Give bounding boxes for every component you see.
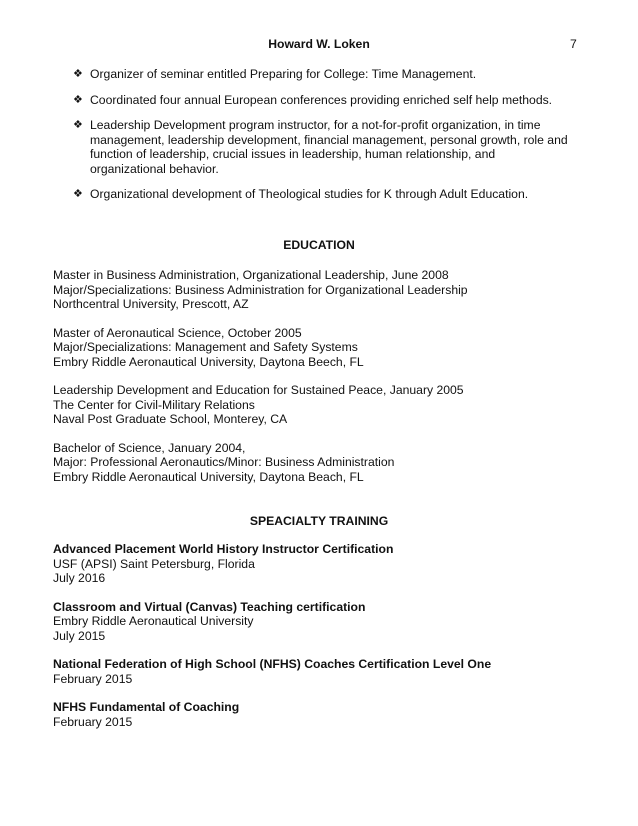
bullet-text: Organizer of seminar entitled Preparing for College: Time Management. xyxy=(90,67,477,81)
education-entry xyxy=(53,268,593,312)
diamond-bullet-icon: ❖ xyxy=(73,93,83,106)
author-name: Howard W. Loken xyxy=(268,37,370,51)
training-date: July 2016 xyxy=(53,571,106,585)
training-date: February 2015 xyxy=(53,671,133,686)
training-entry xyxy=(53,657,593,686)
experience-bullet-list xyxy=(73,67,573,213)
degree-line: Bachelor of Science, January 2004, xyxy=(53,440,246,455)
institution-line: Naval Post Graduate School, Monterey, CA xyxy=(53,412,288,426)
degree-line: Leadership Development and Education for Sustained Peace, January 2005 xyxy=(53,383,464,397)
degree-line: Master of Aeronautical Science, October 2005 xyxy=(53,325,302,340)
training-title: National Federation of High School (NFHS) Coaches Certification Level One xyxy=(53,657,492,671)
specialization-line: Major/Specializations: Management and Safety Systems xyxy=(53,340,358,354)
education-section xyxy=(53,268,593,498)
training-detail: USF (APSI) Saint Petersburg, Florida xyxy=(53,556,255,571)
diamond-bullet-icon: ❖ xyxy=(73,119,83,131)
training-heading: SPEACIALTY TRAINING xyxy=(249,514,389,528)
training-title: Classroom and Virtual (Canvas) Teaching certification xyxy=(53,599,366,614)
bullet-text: Coordinated four annual European conferences providing enriched self help methods. xyxy=(90,92,553,107)
page-number: 7 xyxy=(570,37,577,51)
education-entry xyxy=(53,326,593,370)
specialization-line: The Center for Civil-Military Relations xyxy=(53,397,255,412)
training-date: February 2015 xyxy=(53,714,133,729)
training-section xyxy=(53,542,593,743)
degree-line: Master in Business Administration, Organizational Leadership, June 2008 xyxy=(53,268,449,282)
diamond-bullet-icon: ❖ xyxy=(73,188,83,200)
training-title: Advanced Placement World History Instructor Certification xyxy=(53,542,394,556)
bullet-text: Leadership Development program instructor, for a not-for-profit organization, in time management, leadership development, financial management, personal growth, role and function of leadership, crucial issues in leadership, human relationship, and organizational behavior. xyxy=(90,118,568,176)
list-item xyxy=(73,93,573,108)
education-entry xyxy=(53,383,593,427)
training-entry xyxy=(53,700,593,729)
education-heading: EDUCATION xyxy=(283,238,355,252)
list-item xyxy=(73,118,573,176)
list-item xyxy=(73,67,573,82)
education-entry xyxy=(53,441,593,485)
training-detail: Embry Riddle Aeronautical University xyxy=(53,614,254,628)
training-entry xyxy=(53,600,593,644)
institution-line: Embry Riddle Aeronautical University, Daytona Beach, FL xyxy=(53,469,364,484)
specialization-line: Major/Specializations: Business Administration for Organizational Leadership xyxy=(53,282,468,297)
specialization-line: Major: Professional Aeronautics/Minor: Business Administration xyxy=(53,455,395,469)
diamond-bullet-icon: ❖ xyxy=(73,68,83,80)
institution-line: Northcentral University, Prescott, AZ xyxy=(53,297,249,311)
training-title: NFHS Fundamental of Coaching xyxy=(53,700,240,714)
institution-line: Embry Riddle Aeronautical University, Daytona Beech, FL xyxy=(53,354,364,369)
list-item xyxy=(73,187,573,202)
training-date: July 2015 xyxy=(53,628,106,643)
training-entry xyxy=(53,542,593,586)
bullet-text: Organizational development of Theological studies for K through Adult Education. xyxy=(90,187,529,201)
